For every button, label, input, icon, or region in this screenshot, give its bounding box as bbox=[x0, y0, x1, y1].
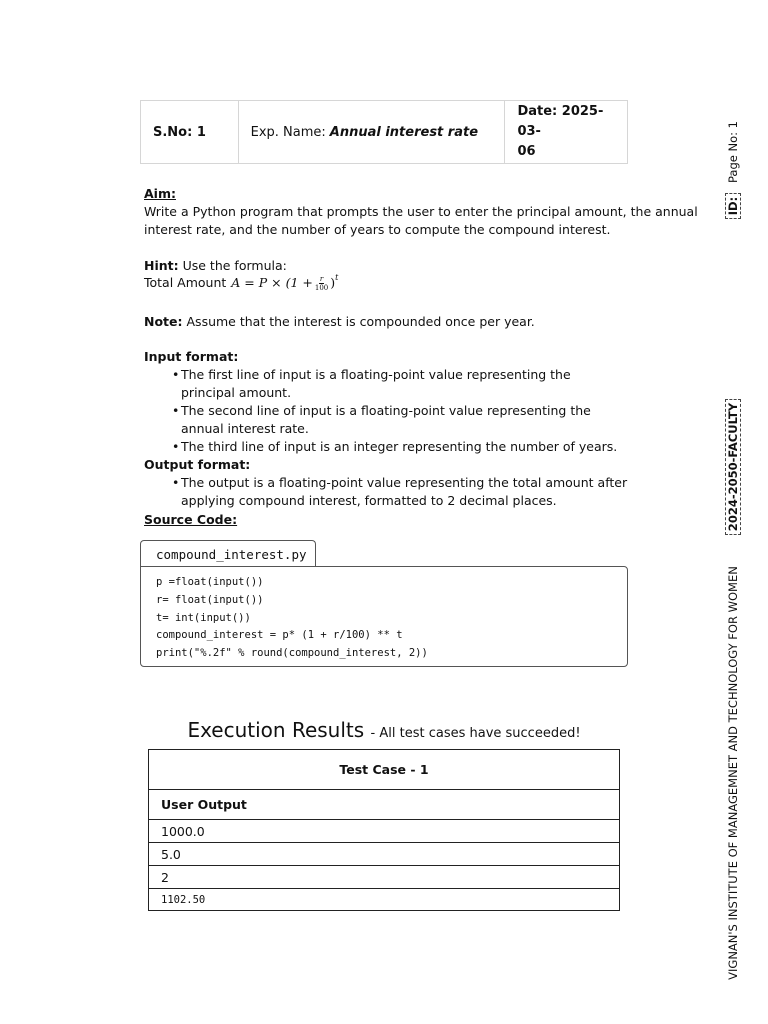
formula-exponent: t bbox=[335, 273, 339, 282]
table-row: 2 bbox=[149, 866, 619, 889]
note-label: Note: bbox=[144, 314, 183, 329]
formula-rhs: ) bbox=[330, 275, 336, 290]
table-row: 1000.0 bbox=[149, 820, 619, 843]
table-row: 5.0 bbox=[149, 843, 619, 866]
list-item: • The third line of input is an integer representing the number of years. bbox=[144, 438, 628, 456]
hint-label: Hint: bbox=[144, 258, 179, 273]
test-case-header: Test Case - 1 bbox=[149, 750, 619, 790]
header-table bbox=[140, 100, 628, 164]
formula-prefix: Total Amount bbox=[144, 275, 227, 290]
list-item: • The second line of input is a floating-point value representing the annual interest rate. bbox=[144, 402, 628, 438]
execution-subtitle: - All test cases have succeeded! bbox=[370, 726, 581, 741]
fraction-denominator: 100 bbox=[314, 283, 329, 292]
serial-number: S.No: 1 bbox=[141, 101, 239, 163]
list-item: • The first line of input is a floating-point value representing the principal amount. bbox=[144, 366, 628, 402]
experiment-name-cell bbox=[239, 101, 506, 163]
date-cell bbox=[505, 101, 627, 163]
experiment-label: Exp. Name: bbox=[250, 124, 326, 140]
experiment-name: Annual interest rate bbox=[329, 124, 479, 140]
source-code-heading: Source Code: bbox=[144, 512, 238, 527]
formula-fraction bbox=[315, 275, 328, 292]
output-format-list bbox=[144, 474, 628, 510]
hint-text: Use the formula: bbox=[182, 258, 287, 273]
results-table bbox=[148, 749, 620, 911]
user-output-label: User Output bbox=[149, 790, 619, 820]
date-line-2: 06 bbox=[517, 144, 536, 159]
id-label: ID: bbox=[725, 186, 741, 226]
aim-line-1: Write a Python program that prompts the user to enter the principal amount, the annual bbox=[144, 204, 698, 219]
date-line-1: Date: 2025-03- bbox=[517, 104, 604, 139]
output-row: 1102.50 bbox=[161, 893, 206, 906]
execution-results-title bbox=[140, 718, 628, 742]
input-format-heading: Input format: bbox=[144, 349, 239, 364]
code-filename-tab: compound_interest.py bbox=[140, 540, 316, 566]
institute-name: VIGNAN'S INSTITUTE OF MANAGEMNET AND TECHNOLOGY FOR WOMEN bbox=[726, 566, 740, 980]
code-block: p =float(input()) r= float(input()) t= int(input()) compound_interest = p* (1 + r/100) ** t print("%.2f" % round(compound_interest, 2)) bbox=[140, 566, 628, 667]
faculty-id: 2024-2050-FACULTY bbox=[725, 397, 741, 537]
output-format-heading: Output format: bbox=[144, 457, 251, 472]
list-item: • The output is a floating-point value representing the total amount after applying compound interest, formatted to 2 decimal places. bbox=[144, 474, 628, 510]
execution-title: Execution Results bbox=[187, 718, 365, 742]
note-text: Assume that the interest is compounded once per year. bbox=[186, 314, 535, 329]
input-format-list bbox=[144, 366, 628, 456]
hint-line bbox=[144, 257, 287, 275]
formula bbox=[144, 274, 338, 292]
note-line bbox=[144, 313, 535, 331]
aim-line-2: interest rate, and the number of years to compute the compound interest. bbox=[144, 222, 611, 237]
formula-lhs: A = P × (1 + bbox=[231, 275, 313, 290]
fraction-numerator: r bbox=[319, 274, 324, 283]
page-number: Page No: 1 bbox=[726, 121, 740, 183]
aim-heading: Aim: bbox=[144, 186, 176, 201]
